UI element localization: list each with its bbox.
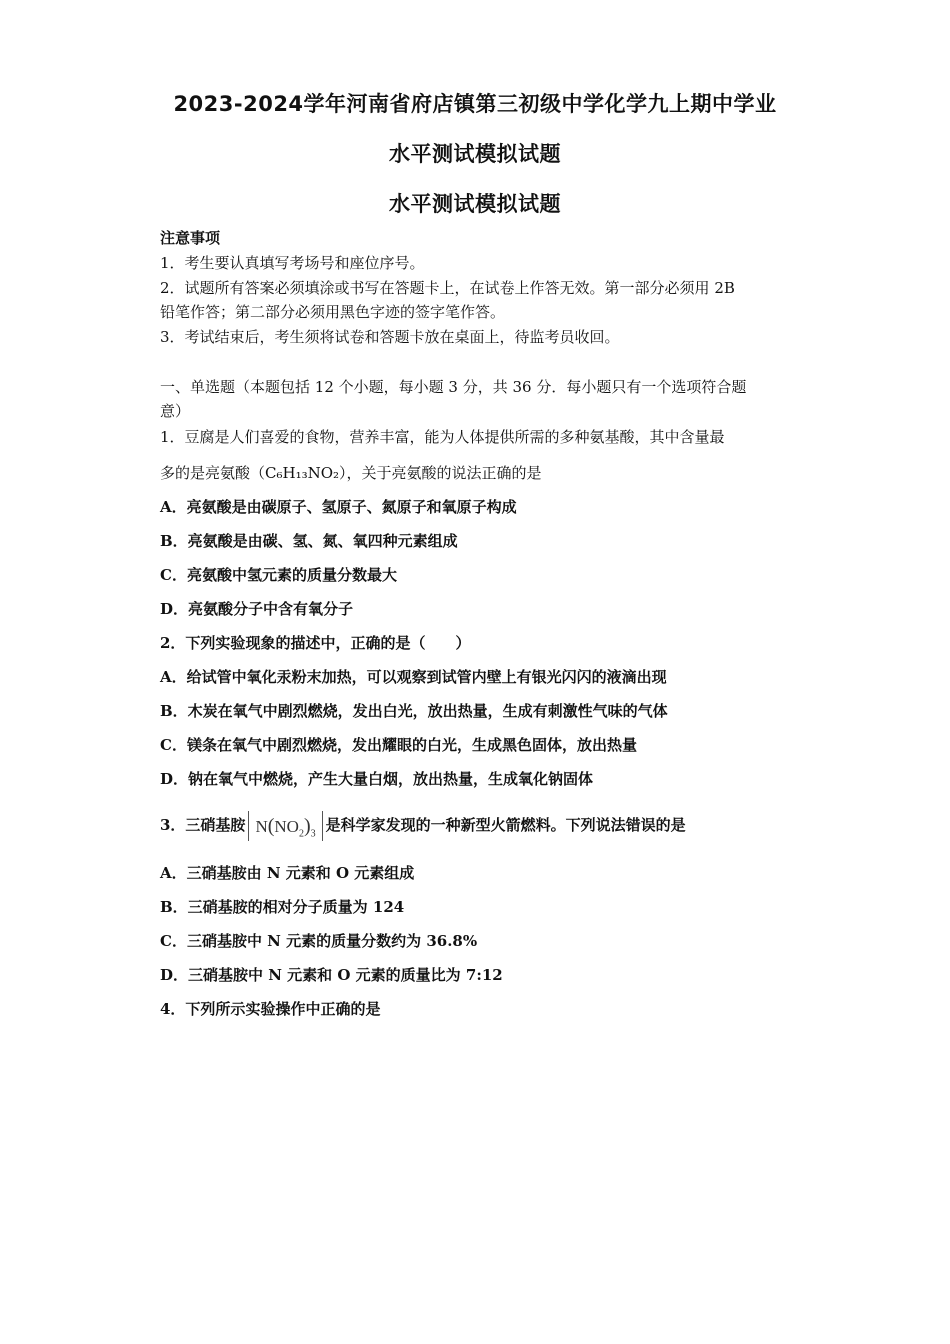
q4-stem: 4．下列所示实验操作中正确的是 bbox=[160, 1000, 381, 1018]
title-line-1: 2023-2024学年河南省府店镇第三初级中学化学九上期中学业 bbox=[173, 92, 777, 116]
q3-option-d: D．三硝基胺中 N 元素和 O 元素的质量比为 7:12 bbox=[160, 966, 503, 984]
formula-sub3: 3 bbox=[310, 828, 316, 840]
notice-item-2a: 2．试题所有答案必须填涂或书写在答题卡上，在试卷上作答无效。第一部分必须用 2B bbox=[160, 279, 735, 297]
q2-option-b: B．木炭在氧气中剧烈燃烧，发出白光，放出热量，生成有刺激性气味的气体 bbox=[160, 702, 668, 720]
q1-option-d: D．亮氨酸分子中含有氧分子 bbox=[160, 600, 354, 618]
title-line-3: 水平测试模拟试题 bbox=[389, 192, 561, 216]
notice-item-2b: 铅笔作答；第二部分必须用黑色字迹的签字笔作答。 bbox=[160, 303, 506, 321]
notice-item-3: 3．考试结束后，考生须将试卷和答题卡放在桌面上，待监考员收回。 bbox=[160, 328, 620, 346]
section-heading-b: 意） bbox=[160, 402, 191, 420]
q3-option-a: A．三硝基胺由 N 元素和 O 元素组成 bbox=[160, 864, 415, 882]
q2-option-a: A．给试管中氧化汞粉末加热，可以观察到试管内壁上有银光闪闪的液滴出现 bbox=[160, 668, 667, 686]
q1-option-b: B．亮氨酸是由碳、氢、氮、氧四种元素组成 bbox=[160, 532, 458, 550]
formula-no: NO bbox=[274, 817, 299, 836]
formula-n: N bbox=[255, 817, 268, 836]
section-heading-a: 一、单选题（本题包括 12 个小题，每小题 3 分，共 36 分．每小题只有一个选项符合题 bbox=[160, 378, 747, 396]
notice-heading: 注意事项 bbox=[160, 229, 221, 247]
q2-stem: 2．下列实验现象的描述中，正确的是（ ） bbox=[160, 634, 471, 652]
notice-item-1: 1．考生要认真填写考场号和座位序号。 bbox=[160, 254, 425, 272]
q3-stem-post: 是科学家发现的一种新型火箭燃料。下列说法错误的是 bbox=[325, 816, 686, 834]
q1-stem-b: 多的是亮氨酸（C₆H₁₃NO₂），关于亮氨酸的说法正确的是 bbox=[160, 464, 542, 482]
q3-stem bbox=[160, 810, 686, 841]
formula-sub2: 2 bbox=[298, 828, 304, 840]
q1-option-c: C．亮氨酸中氢元素的质量分数最大 bbox=[160, 566, 397, 584]
q1-stem-a: 1．豆腐是人们喜爱的食物，营养丰富，能为人体提供所需的多种氨基酸，其中含量最 bbox=[160, 428, 725, 446]
q1-option-a: A．亮氨酸是由碳原子、氢原子、氮原子和氧原子构成 bbox=[160, 498, 517, 516]
q2-option-c: C．镁条在氧气中剧烈燃烧，发出耀眼的白光，生成黑色固体，放出热量 bbox=[160, 736, 637, 754]
q2-option-d: D．钠在氧气中燃烧，产生大量白烟，放出热量，生成氧化钠固体 bbox=[160, 770, 594, 788]
q3-stem-pre: 3．三硝基胺 bbox=[160, 816, 246, 834]
q3-option-c: C．三硝基胺中 N 元素的质量分数约为 36.8% bbox=[160, 932, 478, 950]
q3-option-b: B．三硝基胺的相对分子质量为 124 bbox=[160, 898, 405, 916]
q3-formula: $N(NO_2)_3$ bbox=[248, 811, 322, 841]
title-line-2: 水平测试模拟试题 bbox=[389, 142, 561, 166]
